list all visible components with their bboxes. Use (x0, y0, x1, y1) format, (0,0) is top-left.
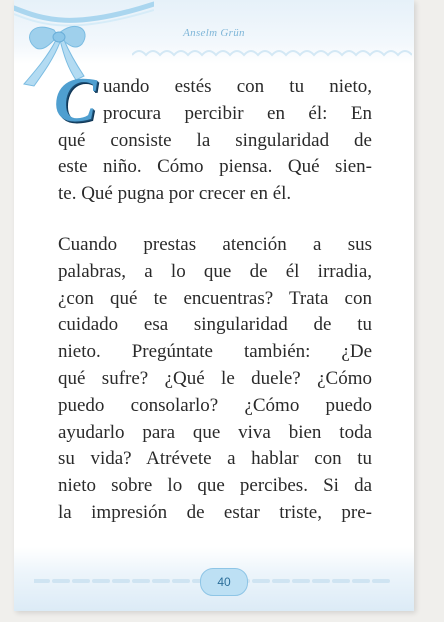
book-page (14, 0, 414, 611)
text-line: procura percibir en él: En (103, 102, 372, 124)
text-line: palabras, a lo que de él irradia, (58, 260, 372, 282)
text-line: qué consiste la singularidad de (58, 129, 372, 151)
text-line: ayudarlo para que viva bien toda (58, 421, 372, 443)
drop-cap: C (54, 64, 97, 135)
text-line: ¿con qué te encuentras? Trata con (58, 287, 372, 309)
text-line: puedo consolarlo? ¿Cómo puedo (58, 394, 372, 416)
paragraph-2 (58, 232, 372, 527)
text-line: uando estés con tu nieto, (103, 76, 372, 97)
text-line: te. Qué pugna por crecer en él. (58, 183, 292, 205)
paragraph-1 (58, 74, 372, 208)
text-line: qué sufre? ¿Qué le duele? ¿Cómo (58, 367, 372, 389)
text-line: cuidado esa singularidad de tu (58, 314, 372, 336)
text-line: su vida? Atrévete a hablar con tu (58, 448, 372, 470)
text-line: Cuando prestas atención a sus (58, 234, 372, 255)
text-line: este niño. Cómo piensa. Qué sien- (58, 156, 372, 178)
running-header-author: Anselm Grün (183, 27, 245, 39)
page-number: 40 (200, 568, 248, 596)
text-line: la impresión de estar triste, pre- (58, 501, 372, 523)
decorative-scallop (132, 45, 412, 59)
text-line: nieto sobre lo que percibes. Si da (58, 475, 372, 497)
text-line: nieto. Pregúntate también: ¿De (58, 341, 372, 363)
